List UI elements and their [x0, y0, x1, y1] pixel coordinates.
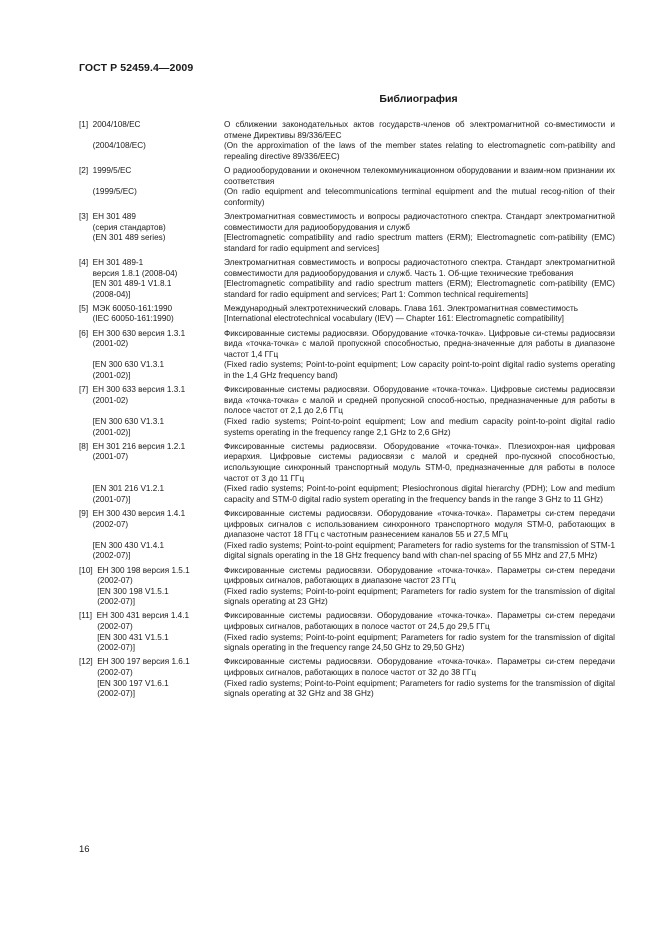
reference-designation: [9] ЕН 300 430 версия 1.4.1 (2002-07) [79, 508, 186, 529]
reference-row [79, 417, 615, 438]
reference-entry [79, 329, 615, 382]
reference-row [79, 541, 615, 562]
reference-designation: [EN 300 630 V1.3.1 (2001-02)] [92, 417, 165, 437]
reference-designation: (2004/108/EC) [79, 141, 146, 151]
reference-designation: (IEC 60050-161:1990) [79, 314, 174, 324]
bibliography-title: Библиография [379, 93, 458, 105]
reference-designation: [1] 2004/108/EC [79, 120, 141, 129]
reference-title: (Fixed radio systems; Point-to-point equipment; Low and medium capacity point-to-point digital radio systems operating in the frequency range 2,1 GHz to 2,6 GHz) [224, 417, 615, 437]
reference-title: (On the approximation of the laws of the member states relating to electromagnetic com-patibility and repealing directive 89/336/EEC) [224, 141, 615, 161]
reference-row [79, 212, 615, 254]
reference-entry [79, 120, 615, 162]
reference-title: [International electrotechnical vocabulary (IEV) — Chapter 161: Electromagnetic compatibility] [224, 314, 564, 324]
reference-designation: [5] МЭК 60050-161:1990 [79, 303, 173, 313]
reference-designation: [6] ЕН 300 630 версия 1.3.1 (2001-02) [79, 328, 186, 349]
reference-row [79, 304, 615, 315]
bibliography-list [79, 120, 615, 703]
reference-entry [79, 166, 615, 208]
reference-title: (Fixed radio systems; Point-to-point equipment; Parameters for radio systems for the transmission of STM-1 digital signals operating in the 18 GHz frequency band with chan-nel spacing of 55 MHz and 27,5 MHz) [224, 540, 615, 561]
reference-entry [79, 385, 615, 438]
reference-entry [79, 509, 615, 562]
reference-row [79, 611, 615, 653]
page-number: 16 [79, 844, 90, 855]
reference-row [79, 442, 615, 484]
reference-row [79, 141, 615, 162]
reference-title: О радиооборудовании и оконечном телекоммуникационном оборудовании и взаим-ном признании их соответствия [224, 165, 615, 186]
reference-designation: [7] ЕН 300 633 версия 1.3.1 (2001-02) [79, 385, 186, 405]
reference-row [79, 166, 615, 187]
reference-entry [79, 442, 615, 506]
reference-row [79, 657, 615, 699]
reference-designation: [12] ЕН 300 197 версия 1.6.1 (2002-07) [EN 300 197 V1.6.1 (2002-07)] [79, 657, 190, 699]
reference-designation: [10] ЕН 300 198 версия 1.5.1 (2002-07) [EN 300 198 V1.5.1 (2002-07)] [79, 565, 190, 607]
reference-designation: [EN 301 216 V1.2.1 (2001-07)] [92, 484, 165, 504]
reference-title: Фиксированные системы радиосвязи. Оборудование «точка-точка». Параметры си-стем передачи цифровых сигналов, работающих в диапазоне частот 23 ГГц (Fixed radio systems; Point-to-point equipment; Parameters for radio system for the transmission of digital signals operating at 23 GHz) [224, 565, 615, 607]
reference-title: О сближении законодательных актов государств-членов об электромагнитной со-вместимости и отмене Директивы 89/336/EEC [224, 120, 615, 140]
reference-entry [79, 611, 615, 653]
reference-title: Электромагнитная совместимость и вопросы радиочастотного спектра. Стандарт электромагнитной совместимости для радиооборудования и служб. Часть 1. Об-щие технические требования [224, 257, 615, 278]
reference-row [79, 360, 615, 381]
reference-designation: [EN 300 630 V1.3.1 (2001-02)] [92, 360, 165, 381]
reference-title: (Fixed radio systems; Point-to-point equipment; Low capacity point-to-point digital radio systems operating in the 1,4 GHz frequency band) [224, 360, 615, 381]
reference-designation: [8] ЕН 301 216 версия 1.2.1 (2001-07) [79, 441, 186, 462]
reference-designation: [11] ЕН 300 431 версия 1.4.1 (2002-07) [EN 300 431 V1.5.1 (2002-07)] [79, 611, 190, 653]
reference-title: Фиксированные системы радиосвязи. Оборудование «точка-точка». Параметры си-стем передачи цифровых сигналов, работающих в полосе частот от 24,5 до 29,5 ГГц (Fixed radio systems; Point-to-point equipment; Parameters for radio system for the transmission of digital signals operating in the frequency range 24,50 GHz to 29,50 GHz) [224, 611, 615, 653]
reference-row [79, 258, 615, 279]
reference-designation: [EN 300 430 V1.4.1 (2002-07)] [92, 540, 165, 561]
reference-designation: [EN 301 489-1 V1.8.1 (2008-04)] [92, 279, 172, 299]
reference-row [79, 314, 615, 325]
reference-designation: [4] ЕН 301 489-1 версия 1.8.1 (2008-04) [79, 257, 178, 278]
reference-title: Электромагнитная совместимость и вопросы радиочастотного спектра. Стандарт электромагнитной совместимости для радиооборудования и служб [Electromagnetic compatibility and radio spectrum matters (ERM); Electromagnetic com-patibility (EMC) standard for radio equipment and services] [224, 211, 615, 253]
reference-title: Фиксированные системы радиосвязи. Оборудование «точка-точка». Цифровые системы радиосвязи вида «точка-точка» с малой и средней пропускной способ-ностью, предназначенные для работы в полосе частот от 2,1 до 2,6 ГГц [224, 385, 615, 416]
reference-designation: (1999/5/EC) [79, 187, 137, 197]
reference-row [79, 484, 615, 505]
reference-entry [79, 258, 615, 300]
reference-row [79, 566, 615, 608]
document-header: ГОСТ Р 52459.4—2009 [79, 62, 194, 74]
reference-title: Фиксированные системы радиосвязи. Оборудование «точка-точка». Параметры си-стем передачи цифровых сигналов с использованием синхронного транспортного модуля STM-0, работающих в диапазоне частот 18 ГГц с частотным разнесением каналов 55 и 27,5 МГц [224, 508, 615, 540]
reference-title: Фиксированные системы радиосвязи. Оборудование «точка-точка». Параметры си-стем передачи цифровых сигналов, работающих в полосе частот от 32 до 38 ГГц (Fixed radio systems; Point-to-Point equipment; Parameters for radio systems for the transmission of digital signals operating at 32 GHz and 38 GHz) [224, 657, 615, 699]
reference-title: Фиксированные системы радиосвязи. Оборудование «точка-точка». Плезиохрон-ная цифровая иерархия. Цифровые системы радиосвязи с малой и средней про-пускной способностью, использующие синхронный транспортный модуль STM-0, предназначенные для работы в полосе частот от 3 до 11 ГГц [224, 441, 615, 483]
reference-row [79, 187, 615, 208]
reference-title: Международный электротехнический словарь. Глава 161. Электромагнитная совместимость [224, 303, 579, 313]
reference-row [79, 329, 615, 361]
reference-entry [79, 657, 615, 699]
reference-row [79, 120, 615, 141]
reference-title: Фиксированные системы радиосвязи. Оборудование «точка-точка». Цифровые си-стемы радиосвязи вида «точка-точка» с малой пропускной способностью, предна-значенные для работы в диапазоне частот 1,4 ГГц [224, 328, 615, 359]
reference-title: (Fixed radio systems; Point-to-point equipment; Plesiochronous digital hierarchy (PDH); Low and medium capacity and STM-0 digital radio system operating in the frequency bands in the range 3 GHz to 11 GHz) [224, 484, 615, 504]
reference-row [79, 509, 615, 541]
reference-designation: [3] ЕН 301 489 (серия стандартов) (EN 301 489 series) [79, 211, 166, 243]
reference-entry [79, 304, 615, 325]
reference-row [79, 279, 615, 300]
reference-designation: [2] 1999/5/EC [79, 165, 132, 175]
reference-entry [79, 212, 615, 254]
reference-entry [79, 566, 615, 608]
reference-title: (On radio equipment and telecommunications terminal equipment and the mutual recog-nition of their conformity) [224, 187, 615, 207]
reference-row [79, 385, 615, 417]
reference-title: [Electromagnetic compatibility and radio spectrum matters (ERM); Electromagnetic com-patibility (EMC) standard for radio equipment and services; Part 1: Common technical requirements] [224, 279, 615, 299]
